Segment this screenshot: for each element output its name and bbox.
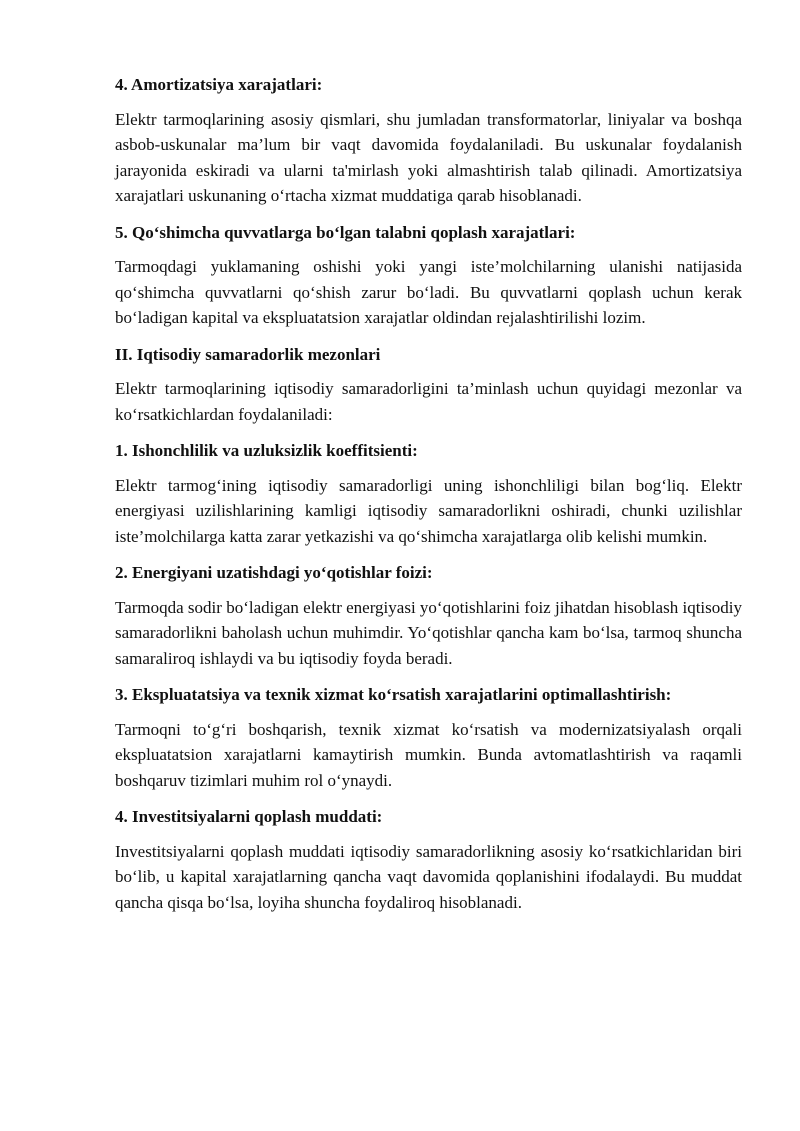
section-body-maintenance-optimization: Tarmoqni to‘g‘ri boshqarish, texnik xizmat ko‘rsatish va modernizatsiyalash orqali ekspluatatsion xarajatlarni kamaytirish mumkin. Bunda avtomatlashtirish va raqamli boshqaruv tizimlari muhim rol o‘ynaydi. — [115, 719, 742, 790]
section-body-amortization: Elektr tarmoqlarining asosiy qismlari, shu jumladan transformatorlar, liniyalar va boshqa asbob-uskunalar ma’lum bir vaqt davomida foydalaniladi. Bu uskunalar foydalanish jarayonida eskiradi va ularni ta'mirlash yoki almashtirish talab qilinadi. Amortizatsiya xarajatlari uskunaning o‘rtacha xizmat muddatiga qarab hisoblanadi. — [115, 109, 742, 205]
section-heading-reliability: 1. Ishonchlilik va uzluksizlik koeffitsienti: — [115, 441, 418, 460]
section-heading-efficiency-criteria: II. Iqtisodiy samaradorlik mezonlari — [115, 344, 381, 364]
document-page — [115, 72, 742, 926]
section-heading-additional-capacity: 5. Qo‘shimcha quvvatlarga bo‘lgan talabni qoplash xarajatlari: — [115, 222, 576, 242]
section-heading-payback-period: 4. Investitsiyalarni qoplash muddati: — [115, 807, 383, 826]
section-heading-amortization: 4. Amortizatsiya xarajatlari: — [115, 75, 323, 94]
section-body-transmission-losses: Tarmoqda sodir bo‘ladigan elektr energiyasi yo‘qotishlarini foiz jihatdan hisoblash iqtisodiy samaradorlikni baholash uchun muhimdir. Yo‘qotishlar qancha kam bo‘lsa, tarmoq shuncha samaraliroq ishlaydi va bu iqtisodiy foyda beradi. — [115, 597, 742, 668]
section-body-payback-period: Investitsiyalarni qoplash muddati iqtisodiy samaradorlikning asosiy ko‘rsatkichlaridan biri bo‘lib, u kapital xarajatlarning qancha vaqt davomida qoplanishini ifodalaydi. Bu muddat qancha qisqa bo‘lsa, loyiha shuncha foydaliroq hisoblanadi. — [115, 841, 742, 912]
section-body-additional-capacity: Tarmoqdagi yuklamaning oshishi yoki yangi iste’molchilarning ulanishi natijasida qo‘shimcha quvvatlarni qo‘shish zarur bo‘ladi. Bu quvvatlarni qoplash uchun kerak bo‘ladigan kapital va ekspluatatsion xarajatlar oldindan rejalashtirilishi lozim. — [115, 257, 742, 327]
section-heading-maintenance-optimization: 3. Ekspluatatsiya va texnik xizmat ko‘rsatish xarajatlarini optimallashtirish: — [115, 685, 672, 704]
section-heading-transmission-losses: 2. Energiyani uzatishdagi yo‘qotishlar foizi: — [115, 563, 433, 582]
section-body-reliability: Elektr tarmog‘ining iqtisodiy samaradorligi uning ishonchliligi bilan bog‘liq. Elektr energiyasi uzilishlarining kamligi iqtisodiy samaradorlikni oshiradi, chunki uzilishlar iste’molchilarga katta zarar yetkazishi va qo‘shimcha xarajatlarga olib kelishi mumkin. — [115, 475, 742, 546]
section-body-efficiency-criteria: Elektr tarmoqlarining iqtisodiy samaradorligini ta’minlash uchun quyidagi mezonlar va ko‘rsatkichlardan foydalaniladi: — [115, 379, 742, 424]
